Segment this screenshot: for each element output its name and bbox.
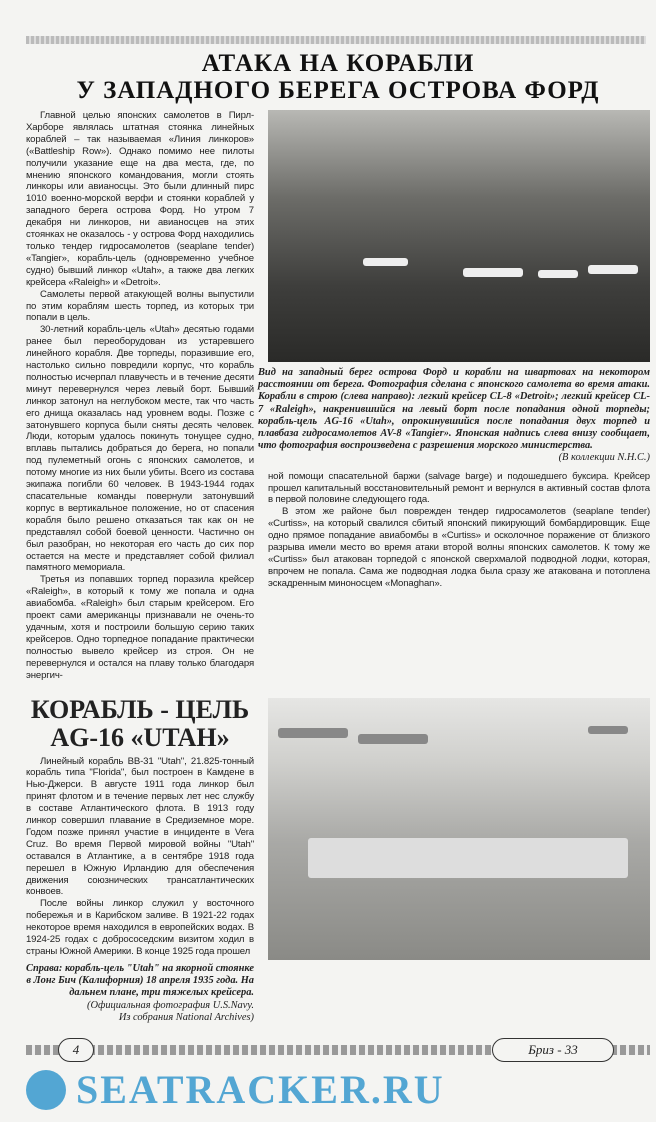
paragraph: Самолеты первой атакующей волны выпустили по этим кораблям шесть торпед, из которых три попали в цель. [26,288,254,324]
article1-column [26,110,254,682]
photo-caption-2 [26,963,254,1024]
heavy-cruiser [278,728,348,738]
photo-caption-1 [258,367,650,465]
caption-credit: (В коллекции N.H.C.) [558,452,650,464]
watermark-logo [26,1070,66,1110]
photo-ford-island-aerial [268,110,650,362]
paragraph: В этом же районе был поврежден тендер гидросамолетов (seaplane tender) «Curtiss», на который свалился сбитый японский пикирующий бомбардировщик. Еще одно прямое попадание авиабомбы в «Curtiss» и осколочное поражение от близкого разрыва имели место во время атаки второй волны японских самолетов. К тому же «Curtiss» был атакован торпедой с японской сверхмалой подводной лодки, которая, впрочем не попала. Сама же подводная лодка была сразу же атакована и потоплена эскадренным миноносцем «Monaghan». [268,506,650,589]
paragraph: После войны линкор служил у восточного побережья и в Карибском заливе. В 1921-22 годах некоторое время находился в европейских водах. В 1924-25 годах с добрососедским визитом ходил в страны Южной Америки. В конце 1925 года прошел [26,898,254,957]
article2-title-line1: КОРАБЛЬ - ЦЕЛЬ [30,694,250,724]
caption-text: Вид на западный берег острова Форд и корабли на швартовах на некотором расстоянии от берега. Фотография сделана с японского самолета во время атаки. Корабли в строю (слева направо): легкий крейсер CL-8 «Detroit»; легкий крейсер CL-7 «Raleigh», накренившийся на левый борт после попадания одной торпеды; корабль-цель AG-16 «Utah», опрокинувшийся после попадания двух торпед и плавбаза гидросамолетов AV-8 «Tangier». Японская надпись слева внизу сообщает, что фотография воспроизведена с разрешения морского министерства. [258,367,650,452]
photo-utah-long-beach [268,698,650,960]
page-number-right: Бриз - 33 [492,1038,614,1062]
article2-title-line2: AG-16 «UTAH» [50,722,230,752]
paragraph: Третья из попавших торпед поразила крейсер «Raleigh», в который к тому же попала и одна авиабомба. «Raleigh» был старым крейсером. Его проект сами американцы признавали не очень-то удачным, хотя и построили большую серию таких крейсеров. Одно торпедное попадание практически полностью вывело крейсер из строя. Он не перевернулся и остался на плаву только благодаря энергич- [26,574,254,681]
decorative-rule [26,36,646,44]
heavy-cruiser [358,734,428,744]
footer [26,1038,650,1062]
ship-detroit [363,258,408,266]
article1-right [258,110,650,682]
heavy-cruiser [588,726,628,734]
paragraph: 30-летний корабль-цель «Utah» десятью годами ранее был переоборудован из устаревшего линейного корабля. Две торпеды, поразившие его, настолько сильно повредили корпус, что корабль полностью исчерпал плавучесть и в течение десяти минут перевернулся через левый борт. Бывший линкор затонул на неглубоком месте, так что часть его днища оказалась над уровнем воды. Позже с затонувшего корпуса были сняты десять человек. Люди, которым удалось покинуть тонущее судно, вплавь пытались добраться до берега, но попали под пулеметный огонь с японских самолетов, и потому многие из них были убиты. Всего из состава экипажа погибли 60 человек. В 1943-1944 годах спасательные команды повернули затонувший корпус в вертикальное положение, но от спасения корабля было решено отказаться так как он не представлял собой боевой ценности. Частично он был разобран, но некоторая его часть до сих пор остается на месте и представляет собой филиал памятного мемориала. [26,324,254,574]
ship-utah [308,838,628,878]
article-title-line2: У ЗАПАДНОГО БЕРЕГА ОСТРОВА ФОРД [76,77,600,104]
paragraph: Линейный корабль BB-31 "Utah", 21.825-тонный корабль типа "Florida", был построен в Камдене в Нью-Джерси. В августе 1911 года линкор был принят флотом и в течение первых лет нес службу в составе Атлантического флота. В 1913 году линкор совершил плавание в Средиземное море. Годом позже принял участие в инциденте в Vera Cruz. Во время Первой мировой войны "Utah" оставался в Атлантике, а в сентябре 1918 года перешел в Южную Ирландию для обеспечения движения союзнических трансатлантических конвоев. [26,755,254,898]
article2-section [26,696,650,1030]
watermark-row [26,1068,650,1112]
article1-continued [268,471,650,590]
article1-section [26,110,650,682]
ship-tangier [588,265,638,274]
caption-credit: Из собрания National Archives) [118,1011,254,1023]
caption-credit: (Официальная фотография U.S.Navy. [86,999,254,1011]
article2-left [26,696,254,1030]
ship-utah [538,270,578,278]
watermark: SEATRACKER.RU [76,1066,445,1112]
ship-raleigh [463,268,523,277]
paragraph: ной помощи спасательной баржи (salvage barge) и подошедшего буксира. Крейсер прошел капитальный восстановительный ремонт и вернулся в активный состав флота в первой половине следующего года. [268,470,650,506]
paragraph: Главной целью японских самолетов в Пирл-Харборе являлась штатная стоянка линейных кораблей – так называемая «Линия линкоров» («Battleship Row»). Однако помимо нее пилоты получили указание еще на два места, где, по мнению японского командования, могли стоять линкоры или авианосцы. Это были длинный пирс 1010 военно-морской верфи и стоянки кораблей у западного берега острова Форд. Но утром 7 декабря ни линкоров, ни авианосцев на этих стоянках не оказалось - у острова Форд находились только тендер гидросамолетов (seaplane tender) «Tangier», корабль-цель (одновременно учебное судно) бывший линкор «Utah», а также два легких крейсера «Raleigh» и «Detroit». [26,110,254,288]
article2-column [26,756,254,958]
page-number-left: 4 [58,1038,94,1062]
caption-text: Справа: корабль-цель "Utah" на якорной стоянке в Лонг Бич (Калифорния) 18 апреля 1935 года. На дальнем плане, три тяжелых крейсера. [26,962,254,999]
article-title-line1: АТАКА НА КОРАБЛИ [201,50,475,77]
